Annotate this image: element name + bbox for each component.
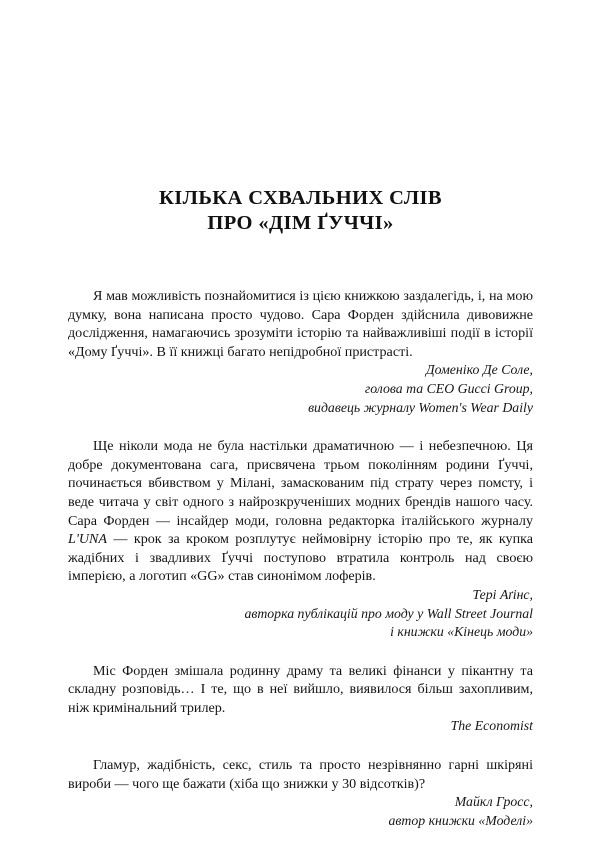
quote-text: Я мав можливість познайомитися із цією книжкою заздалегідь, і, на мою думку, вона написана просто чудово. Сара Форден здійснила дивовижне дослідження, намагаючись зрозуміти історію та найважливіші події в історії «Дому Ґуччі». В її книжці багато непідробної пристрасті. (68, 288, 533, 360)
quote-block (68, 756, 533, 830)
page-title (68, 186, 533, 236)
quote-text-part-1: Ще ніколи мода не була настільки драматичною — і небезпечною. Ця добре документована сага, присвячена трьом поколінням родини Ґуччі, починається вбивством у Мілані, замаскованим під страту через помсту, і веде читача у світ одного з найрозкрученіших модних брендів нашого часу. Сара Форден — інсайдер моди, головна редакторка італійського журналу (68, 438, 533, 529)
quote-attribution (68, 717, 533, 736)
attribution-line: голова та CEO Gucci Group, (364, 380, 533, 396)
attribution-line: Майкл Гросс, (454, 794, 533, 810)
quote-attribution (68, 793, 533, 830)
quote-text-part-2: — крок за кроком розплутує неймовірну історію про те, як купка жадібних і звадливих Ґуччі поступово втратила контроль над своєю імперією, а логотип «GG» став синонімом лоферів. (68, 531, 533, 585)
publication-title: L'UNA (68, 531, 108, 548)
quote-block (68, 662, 533, 736)
attribution-line: авторка публікацій про моду у Wall Street Journal (244, 605, 533, 621)
attribution-line: автор книжки «Моделі» (388, 812, 533, 828)
quote-block (68, 287, 533, 417)
page-title-line-2: ПРО «ДІМ ҐУЧЧІ» (207, 212, 394, 234)
attribution-line: Доменіко Де Соле, (425, 362, 533, 378)
quote-block (68, 437, 533, 642)
attribution-line: Тері Аґінс, (472, 586, 533, 602)
attribution-line: The Economist (450, 718, 533, 734)
praise-quotes-list (68, 287, 533, 830)
quote-attribution (68, 586, 533, 642)
quote-attribution (68, 361, 533, 417)
attribution-line: видавець журналу Women's Wear Daily (308, 399, 533, 415)
page-title-line-1: КІЛЬКА СХВАЛЬНИХ СЛІВ (159, 187, 442, 209)
quote-text (68, 437, 533, 586)
quote-text: Гламур, жадібність, секс, стиль та просто незрівнянно гарні шкіряні вироби — чого ще бажати (хіба що знижки у 30 відсотків)? (68, 757, 533, 792)
quote-text: Міс Форден змішала родинну драму та великі фінанси у пікантну та складну розповідь… І те, що в неї вийшло, виявилося більш захопливим, ніж кримінальний трилер. (68, 662, 533, 716)
attribution-line: і книжки «Кінець моди» (390, 624, 533, 640)
